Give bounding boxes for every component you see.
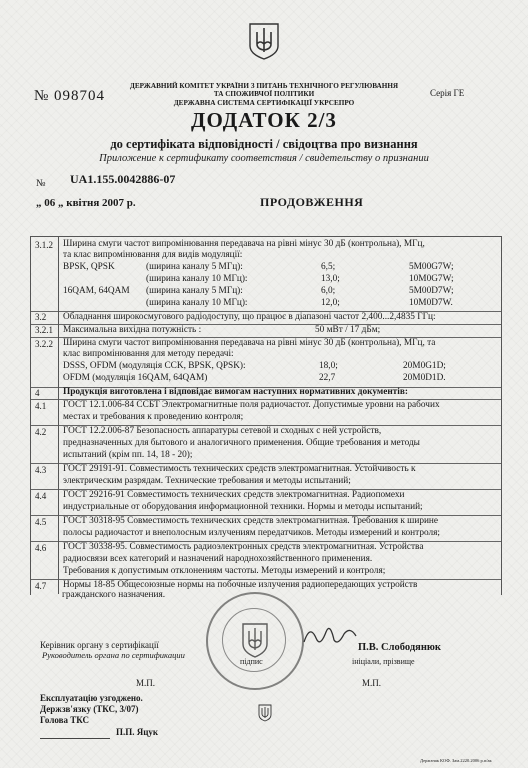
issuing-organization: ДЕРЖАВНИЙ КОМІТЕТ УКРАЇНИ З ПИТАНЬ ТЕХНІЧНОГО РЕГУЛЮВАННЯ ТА СПОЖИВЧОЇ ПОЛІТИКИ ДЕРЖАВНА СИСТЕМА СЕРТИФІКАЦІЇ УКРСЕПРО xyxy=(129,82,399,107)
table-row: 4 Продукція виготовлена і відповідає вимогам наступних нормативних документів: xyxy=(31,387,501,400)
series-label: Серія ГЕ xyxy=(430,88,465,98)
signature-caption: підпис xyxy=(240,657,263,666)
name-caption: ініціали, прізвище xyxy=(352,657,415,666)
commission-head-label: Голова ТКС xyxy=(40,715,90,725)
specifications-table xyxy=(30,236,502,595)
operation-agreed-label: Експлуатацію узгоджено. xyxy=(40,693,143,703)
certificate-number: UA1.155.0042886-07 xyxy=(70,172,176,186)
table-row: 4.2 ГОСТ 12.2.006-87 Безопасность аппаратуры сетевой и сходных с ней устройств, предназначенных для бытового и аналогичного применения. Общие требования и методы испытаний (крім пп. 14, 18 - 20); xyxy=(31,425,501,464)
table-row: 4.4 ГОСТ 29216-91 Совместимость технических средств электромагнитная. Радиопомехи индустриальные от оборудования информационной техники. Нормы и методы испытаний; xyxy=(31,489,501,516)
printer-imprint: Держзнак КОФ. Зам.2220.2006 р.п/ак xyxy=(420,758,492,763)
table-row: 4.1 ГОСТ 12.1.006-84 ССБТ Электромагнитные поля радиочастот. Допустимые уровни на рабочих местах и требования к проведению контроля; xyxy=(31,399,501,426)
seal-place-label-2: М.П. xyxy=(362,678,382,688)
small-trident-icon xyxy=(258,704,272,722)
seal-place-label: М.П. xyxy=(136,678,156,688)
trident-emblem-icon xyxy=(248,22,280,60)
signatory-name: П.В. Слободянюк xyxy=(358,642,441,653)
row-4-7-continuation: гражданского назначения. xyxy=(62,590,166,600)
table-row: 3.2.1 Максимальна вихідна потужність : 50 мВт / 17 дБм; xyxy=(31,324,501,338)
table-row: 4.3 ГОСТ 29191-91. Совместимость технических средств электромагнитная. Устойчивость к электрическим разрядам. Технические требования и методы испытаний; xyxy=(31,463,501,490)
issue-date: „ 06 „ квітня 2007 р. xyxy=(36,197,136,209)
handwritten-signature xyxy=(300,620,360,650)
official-seal xyxy=(206,592,304,690)
table-row: 4.5 ГОСТ 30318-95 Совместимость технических средств электромагнитная. Требования к ширине полосы радиочастот и внеполосным излучениям передатчиков. Методы измерений и контроля; xyxy=(31,515,501,542)
table-row: 3.2.2 Ширина смуги частот випромінювання передавача на рівні мінус 30 дБ (контрольна), МГц, та клас випромінювання для методу передачі: DSSS, OFDM (модуляція CCK, BPSK, QPSK): 18,0; 20M0G1D; OFDM (модуляція 16QAM, 64QAM) 22,7 20M0D1D. xyxy=(31,337,501,388)
table-row: 3.2 Обладнання широкосмугового радіодоступу, що працює в діапазоні частот 2,400...2,4835 ГГц: xyxy=(31,311,501,325)
head-of-body-label: Керівник органу з сертифікації xyxy=(40,640,159,650)
serial-number: № 098704 xyxy=(34,88,106,104)
table-row: 4.6 ГОСТ 30338-95. Совместимость радиоэлектронных средств электромагнитная. Устройства радиосвязи всех категорий и назначений народнохозяйственного применения. Требования к допустимым отклонениям частоты. Методы измерений и контроля; xyxy=(31,541,501,580)
continuation-label: ПРОДОВЖЕННЯ xyxy=(260,195,364,209)
head-of-body-label-ru: Руководитель органа по сертификации xyxy=(42,650,185,660)
certificate-number-label: № xyxy=(36,178,46,189)
document-subtitle-ru: Приложение к сертификату соответствия / свидетельству о признании xyxy=(99,153,429,164)
table-column-divider xyxy=(58,236,59,594)
ministry-label: Держзв'язку (ТКС, 3/07) xyxy=(40,704,139,714)
document-title: ДОДАТОК 2/3 xyxy=(191,108,337,132)
seal-trident-icon xyxy=(241,622,269,658)
commission-head-name: П.П. Яцук xyxy=(116,727,159,737)
document-subtitle: до сертифіката відповідності / свідоцтва про визнання xyxy=(110,137,418,151)
table-row: 3.1.2 Ширина смуги частот випромінювання передавача на рівні мінус 30 дБ (контрольна), МГц, та клас випромінювання для видів модуляції: BPSK, QPSK (ширина каналу 5 МГц): 6,5; 5M00G7W; (ширина каналу 10 МГц): 13,0; 10M0G7W; 16QAM, 64QAM (ширина каналу 5 МГц): 6,0; 5M00D7W; (ширина каналу 10 МГц): 12,0; 10M0D7W. xyxy=(31,237,501,312)
signature-line xyxy=(40,738,110,739)
table-row: 4.7 Нормы 18-85 Общесоюзные нормы на побочные излучения радиопередающих устройств xyxy=(35,580,418,591)
